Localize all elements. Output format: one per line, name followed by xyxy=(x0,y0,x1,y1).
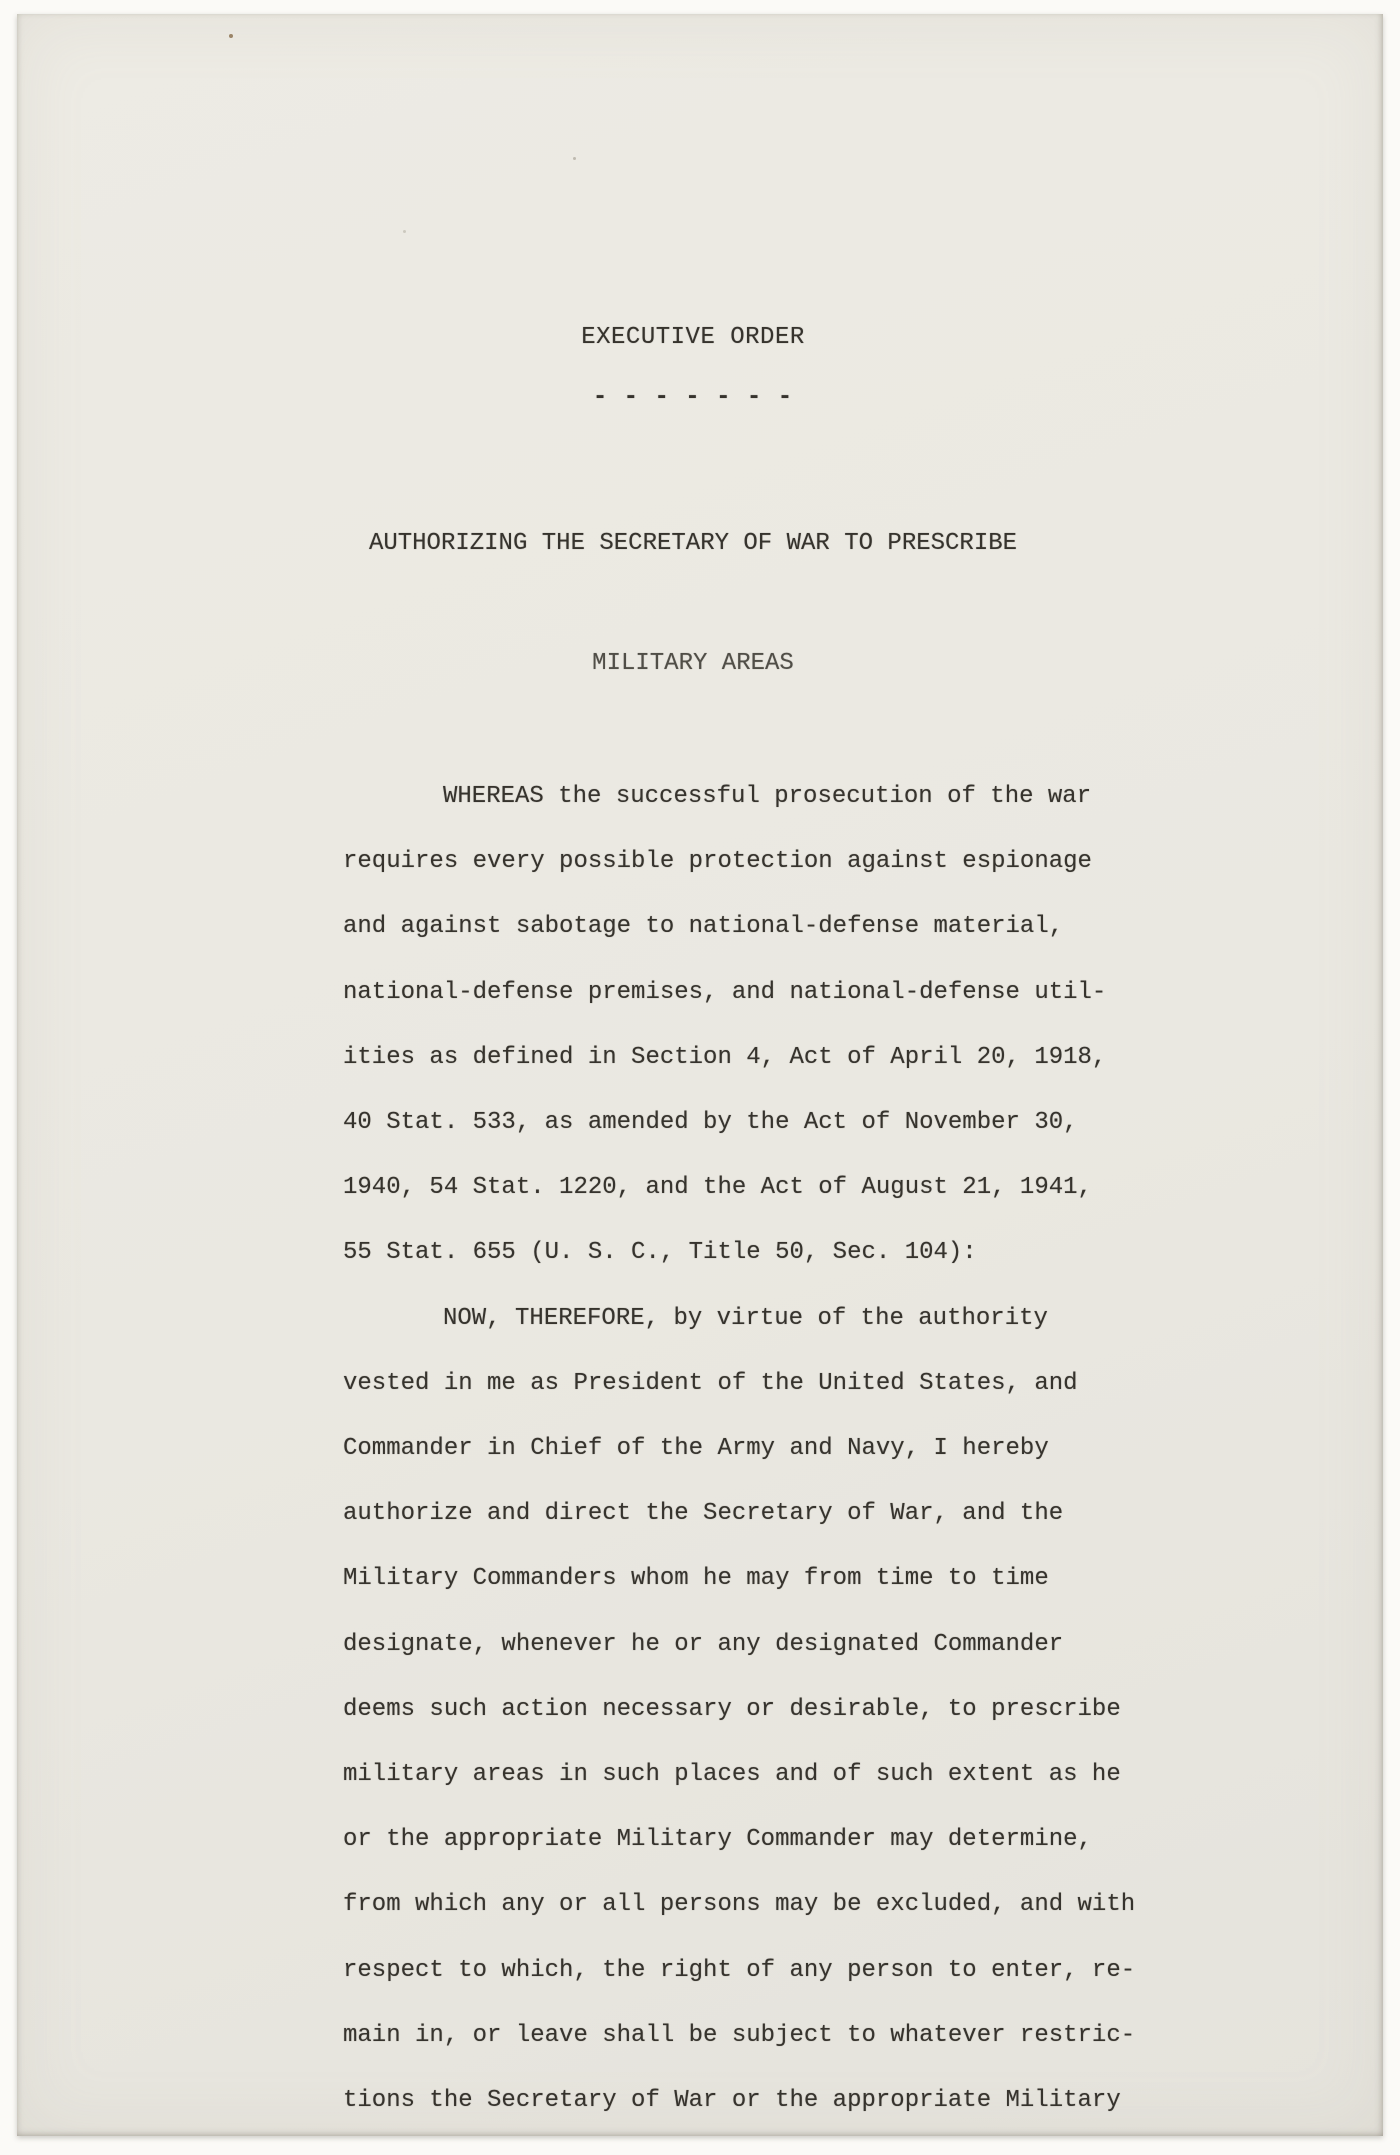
document-line: ities as defined in Section 4, Act of April 20, 1918, xyxy=(343,1043,1107,1071)
document-line: requires every possible protection against espionage xyxy=(343,848,1092,876)
document-line: national-defense premises, and national-defense util- xyxy=(343,978,1107,1006)
document-line: tions the Secretary of War or the appropriate Military xyxy=(343,2087,1121,2115)
document-line: from which any or all persons may be excluded, and with xyxy=(343,1891,1136,1919)
scan-speck xyxy=(229,34,233,38)
document-line: vested in me as President of the United States, and xyxy=(343,1369,1078,1397)
document-line: 55 Stat. 655 (U. S. C., Title 50, Sec. 104): xyxy=(343,1239,977,1267)
document-line: 40 Stat. 533, as amended by the Act of November 30, xyxy=(343,1109,1078,1137)
document-page xyxy=(17,14,1383,2136)
document-line: 1940, 54 Stat. 1220, and the Act of August 21, 1941, xyxy=(343,1174,1092,1202)
document-line: or the appropriate Military Commander may determine, xyxy=(343,1826,1092,1854)
document-body xyxy=(343,764,1183,2133)
document-subtitle xyxy=(343,444,1043,764)
document-line: deems such action necessary or desirable, to prescribe xyxy=(343,1695,1121,1723)
document-line: authorize and direct the Secretary of War, and the xyxy=(343,1500,1064,1528)
document-title: EXECUTIVE ORDER xyxy=(581,324,805,351)
document-subtitle-line2: MILITARY AREAS xyxy=(592,650,794,677)
document-line: NOW, THEREFORE, by virtue of the authority xyxy=(443,1304,1048,1332)
document-line: and against sabotage to national-defense material, xyxy=(343,913,1064,941)
document-line: Military Commanders whom he may from time to time xyxy=(343,1565,1049,1593)
document-line: WHEREAS the successful prosecution of the war xyxy=(443,783,1092,810)
document-line: respect to which, the right of any person to enter, re- xyxy=(343,1956,1136,1984)
document-subtitle-line1: AUTHORIZING THE SECRETARY OF WAR TO PRESCRIBE xyxy=(368,530,1018,557)
document-line: designate, whenever he or any designated Commander xyxy=(343,1630,1064,1658)
document-line: Commander in Chief of the Army and Navy, I hereby xyxy=(343,1435,1049,1463)
dashed-divider: - - - - - - - xyxy=(592,384,794,411)
document-content xyxy=(343,14,1183,2133)
document-line: military areas in such places and of such extent as he xyxy=(343,1761,1121,1789)
document-line: main in, or leave shall be subject to whatever restric- xyxy=(343,2021,1136,2049)
